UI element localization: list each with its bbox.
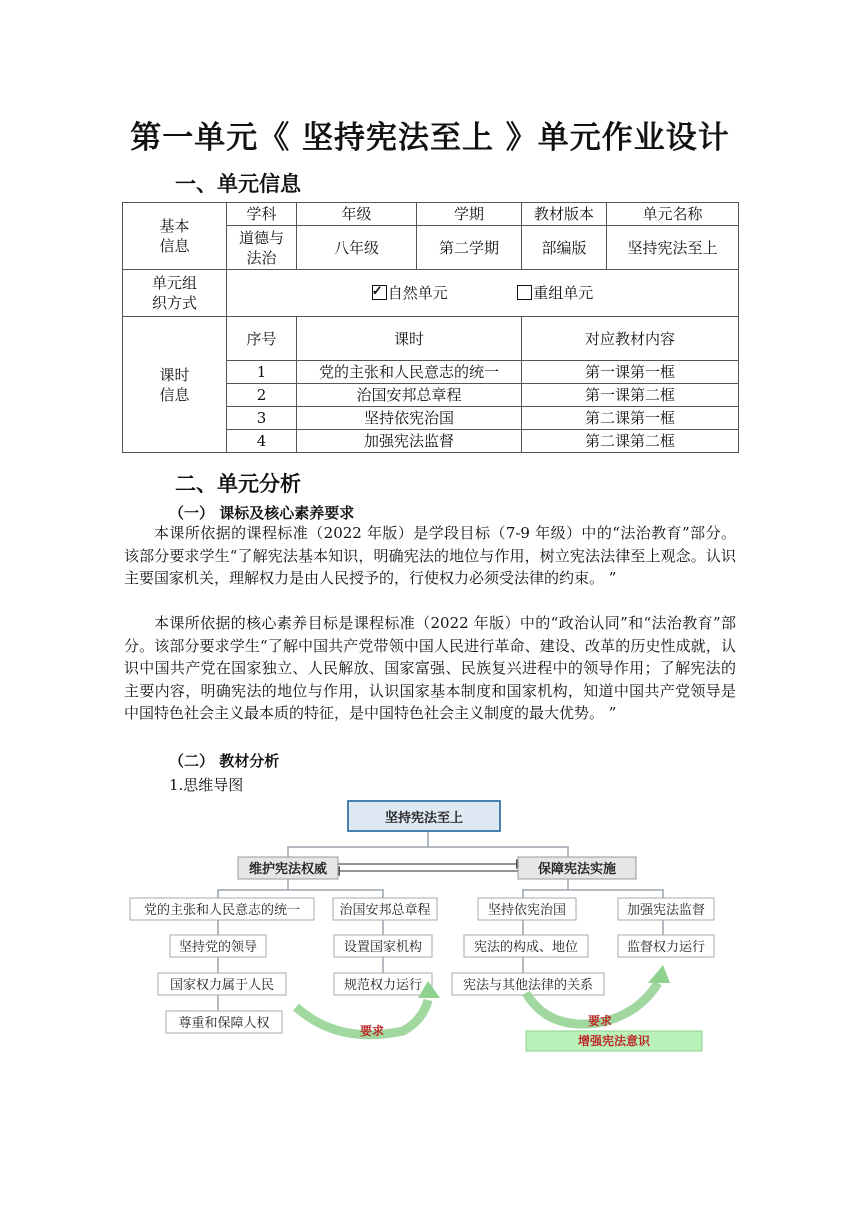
node-3a-label: 宪法的构成、地位 <box>473 940 579 955</box>
value-unit-name: 坚持宪法至上 <box>607 226 739 270</box>
check-mark-icon: ✓ <box>371 284 383 299</box>
node-2b-label: 规范权力运行 <box>343 978 423 993</box>
node-lesson3-label: 坚持依宪治国 <box>487 903 567 918</box>
lesson-header-name: 课时 <box>297 317 522 361</box>
header-grade: 年级 <box>297 203 417 226</box>
lesson-content: 第二课第二框 <box>522 430 739 453</box>
branch-right-label: 保障宪法实施 <box>537 862 617 877</box>
node-lesson2-label: 治国安邦总章程 <box>339 903 431 918</box>
subheading-mindmap: 1.思维导图 <box>169 776 244 794</box>
lesson-header-no: 序号 <box>227 317 297 361</box>
lesson-name: 治国安邦总章程 <box>297 384 522 407</box>
option-regroup-unit: 重组单元 <box>533 284 594 302</box>
node-3b-label: 宪法与其他法律的关系 <box>462 978 594 993</box>
node-1c-label: 尊重和保障人权 <box>178 1016 270 1031</box>
header-subject: 学科 <box>227 203 297 226</box>
goal-label: 增强宪法意识 <box>577 1034 651 1048</box>
basic-info-label: 基本 信息 <box>123 203 227 270</box>
lesson-content: 第一课第二框 <box>522 384 739 407</box>
checkbox-natural-unit[interactable] <box>372 285 387 300</box>
org-label: 单元组 织方式 <box>123 270 227 317</box>
lesson-no: 3 <box>227 407 297 430</box>
lesson-no: 4 <box>227 430 297 453</box>
value-subject: 道德与 法治 <box>227 226 297 270</box>
node-lesson1-label: 党的主张和人民意志的统一 <box>143 903 301 918</box>
org-options <box>227 270 739 317</box>
lesson-name: 加强宪法监督 <box>297 430 522 453</box>
header-unit-name: 单元名称 <box>607 203 739 226</box>
double-arrow-icon <box>330 859 526 876</box>
branch-left-label: 维护宪法权威 <box>248 862 328 877</box>
lesson-no: 2 <box>227 384 297 407</box>
node-2a-label: 设置国家机构 <box>343 940 423 955</box>
node-1b-label: 国家权力属于人民 <box>169 978 275 993</box>
value-term: 第二学期 <box>417 226 522 270</box>
node-lesson4-label: 加强宪法监督 <box>626 903 706 918</box>
header-term: 学期 <box>417 203 522 226</box>
lesson-content: 第一课第一框 <box>522 361 739 384</box>
unit-info-table <box>122 202 739 453</box>
header-edition: 教材版本 <box>522 203 607 226</box>
root-label: 坚持宪法至上 <box>384 811 464 826</box>
requirement-label-left: 要求 <box>360 1024 385 1038</box>
lesson-name: 党的主张和人民意志的统一 <box>297 361 522 384</box>
paragraph-core-literacy: 本课所依据的核心素养目标是课程标准（2022 年版）中的“政治认同”和“法治教育”部分。该部分要求学生“了解中国共产党带领中国人民进行革命、建设、改革的历史性成就，认识中国共产党在国家独立、人民解放、国家富强、民族复兴进程中的领导作用；了解宪法的主要内容，明确宪法的地位与作用，认识国家基本制度和国家机构，知道中国共产党领导是中国特色社会主义最本质的特征，是中国特色社会主义制度的最大优势。 ” <box>124 614 736 722</box>
subheading-textbook: （二） 教材分析 <box>169 752 280 770</box>
section-heading-unit-analysis: 二、单元分析 <box>175 472 301 496</box>
lesson-header-content: 对应教材内容 <box>522 317 739 361</box>
option-natural-unit: 自然单元 <box>387 284 448 302</box>
subheading-curriculum: （一） 课标及核心素养要求 <box>169 504 355 522</box>
lesson-no: 1 <box>227 361 297 384</box>
checkbox-regroup-unit[interactable] <box>517 285 532 300</box>
node-1a-label: 坚持党的领导 <box>178 940 258 955</box>
lesson-name: 坚持依宪治国 <box>297 407 522 430</box>
requirement-label-right: 要求 <box>588 1014 613 1028</box>
lesson-content: 第二课第一框 <box>522 407 739 430</box>
value-grade: 八年级 <box>297 226 417 270</box>
section-heading-unit-info: 一、单元信息 <box>175 172 301 196</box>
value-edition: 部编版 <box>522 226 607 270</box>
node-4a-label: 监督权力运行 <box>626 940 706 955</box>
mind-map <box>128 795 728 1055</box>
page-title: 第一单元《 坚持宪法至上 》单元作业设计 <box>130 120 730 156</box>
lesson-info-label: 课时 信息 <box>123 317 227 453</box>
paragraph-curriculum: 本课所依据的课程标准（2022 年版）是学段目标（7-9 年级）中的“法治教育”部分。该部分要求学生“了解宪法基本知识，明确宪法的地位与作用，树立宪法法律至上观念。认识主要国家机关，理解权力是由人民授予的，行使权力必须受法律的约束。 ” <box>124 524 736 587</box>
